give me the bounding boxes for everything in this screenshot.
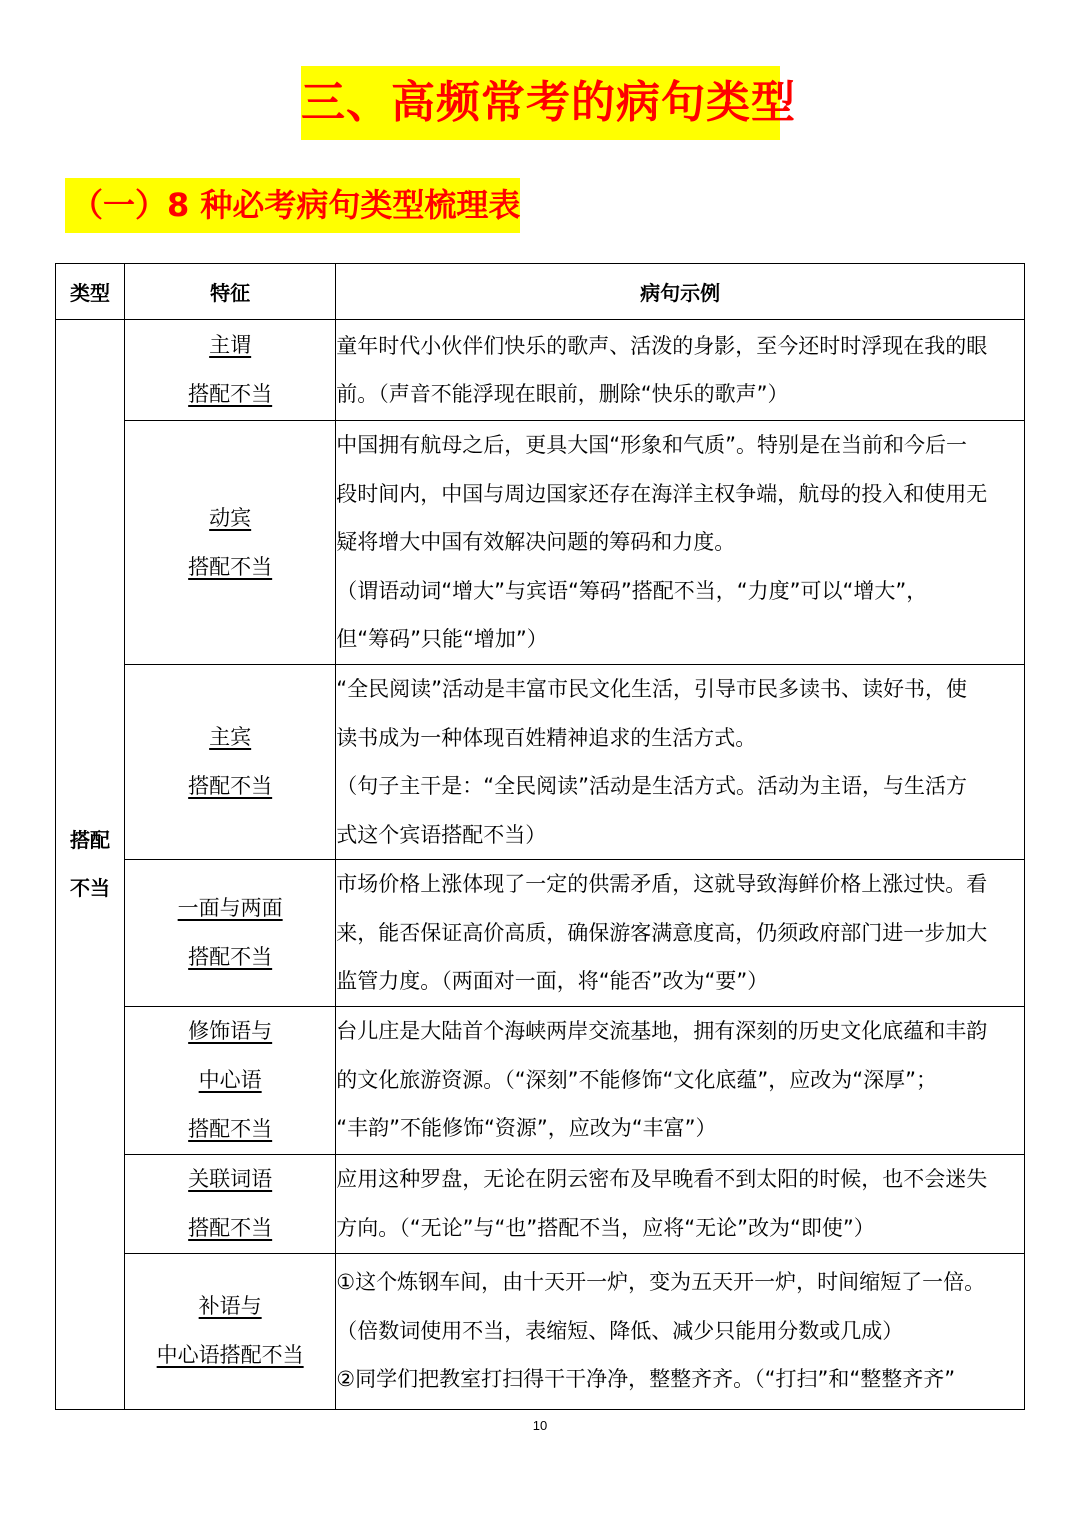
- feature-line: 关联词语: [188, 1166, 273, 1191]
- example-line: 前。（声音不能浮现在眼前，删除“快乐的歌声”）: [336, 382, 789, 406]
- example-line: 疑将增大中国有效解决问题的筹码和力度。: [336, 530, 736, 555]
- example-line: 台儿庄是大陆首个海峡两岸交流基地，拥有深刻的历史文化底蕴和丰韵: [336, 1019, 988, 1044]
- example-line: （谓语动词“增大”与宾语“筹码”搭配不当，“力度”可以“增大”，: [336, 578, 928, 603]
- example-cell: [336, 1154, 1025, 1253]
- feature-cell: [125, 1154, 336, 1253]
- error-types-table: [55, 263, 1025, 1410]
- feature-cell: [125, 665, 336, 860]
- feature-line: 主谓: [209, 333, 252, 357]
- table-row: [56, 320, 1025, 421]
- example-line: （句子主干是：“全民阅读”活动是生活方式。活动为主语，与生活方: [336, 774, 968, 798]
- example-cell: [336, 421, 1025, 665]
- example-line: 童年时代小伙伴们快乐的歌声、活泼的身影，至今还时时浮现在我的眼: [336, 333, 988, 358]
- feature-line: 中心语: [198, 1067, 262, 1092]
- feature-line: 动宾: [209, 505, 252, 530]
- example-line: 应用这种罗盘，无论在阴云密布及早晚看不到太阳的时候，也不会迷失: [336, 1167, 988, 1191]
- section-title: （一）8 种必考病句类型梳理表: [65, 178, 520, 233]
- feature-line: 搭配不当: [188, 382, 273, 406]
- category-label-line2: 不当: [70, 876, 111, 901]
- feature-line: 一面与两面: [177, 895, 283, 920]
- category-label-line1: 搭配: [70, 828, 111, 853]
- example-line: （倍数词使用不当，表缩短、降低、减少只能用分数或几成）: [336, 1318, 904, 1343]
- example-line: 式这个宾语搭配不当）: [336, 822, 547, 847]
- feature-line: 搭配不当: [188, 944, 273, 969]
- header-feature: 特征: [125, 264, 336, 320]
- example-cell: [336, 665, 1025, 860]
- table-header-row: [56, 264, 1025, 320]
- feature-line: 搭配不当: [188, 774, 273, 798]
- example-line: 监管力度。（两面对一面，将“能否”改为“要”）: [336, 969, 769, 993]
- page-title: 三、高频常考的病句类型: [301, 66, 780, 140]
- example-line: 但“筹码”只能“增加”）: [336, 627, 548, 652]
- header-example: 病句示例: [336, 264, 1025, 320]
- example-cell: [336, 1006, 1025, 1154]
- feature-cell: [125, 860, 336, 1007]
- example-line: “全民阅读”活动是丰富市民文化生活，引导市民多读书、读好书，使: [336, 677, 968, 701]
- table-row: [56, 665, 1025, 860]
- example-line: ②同学们把教室打扫得干干净净，整整齐齐。（“打扫”和“整整齐齐”: [336, 1367, 956, 1392]
- example-cell: [336, 1253, 1025, 1409]
- feature-line: 中心语搭配不当: [156, 1343, 304, 1367]
- feature-cell: [125, 421, 336, 665]
- example-line: ①这个炼钢车间，由十天开一炉，变为五天开一炉，时间缩短了一倍。: [336, 1270, 986, 1295]
- example-line: 读书成为一种体现百姓精神追求的生活方式。: [336, 725, 757, 750]
- example-line: 来，能否保证高价高质，确保游客满意度高，仍须政府部门进一步加大: [336, 920, 988, 945]
- example-line: 方向。（“无论”与“也”搭配不当，应将“无论”改为“即使”）: [336, 1215, 875, 1240]
- feature-cell: [125, 1006, 336, 1154]
- feature-cell: [125, 320, 336, 421]
- example-line: “丰韵”不能修饰“资源”，应改为“丰富”）: [336, 1116, 717, 1141]
- table-row: [56, 1006, 1025, 1154]
- feature-line: 搭配不当: [188, 554, 273, 579]
- feature-line: 修饰语与: [188, 1018, 273, 1043]
- example-cell: [336, 320, 1025, 421]
- category-cell: [56, 320, 125, 1410]
- feature-line: 补语与: [198, 1294, 262, 1318]
- page-number: 10: [532, 1418, 548, 1433]
- table-row: [56, 1154, 1025, 1253]
- feature-cell: [125, 1253, 336, 1409]
- example-cell: [336, 860, 1025, 1007]
- example-line: 中国拥有航母之后，更具大国“形象和气质”。特别是在当前和今后一: [336, 433, 968, 458]
- header-type: 类型: [56, 264, 125, 320]
- example-line: 的文化旅游资源。（“深刻”不能修饰“文化底蕴”，应改为“深厚”；: [336, 1067, 938, 1092]
- feature-line: 搭配不当: [188, 1215, 273, 1240]
- table-row: [56, 421, 1025, 665]
- example-line: 段时间内，中国与周边国家还存在海洋主权争端，航母的投入和使用无: [336, 481, 988, 506]
- example-line: 市场价格上涨体现了一定的供需矛盾，这就导致海鲜价格上涨过快。看: [336, 872, 988, 896]
- feature-line: 搭配不当: [188, 1116, 273, 1141]
- table-row: [56, 860, 1025, 1007]
- feature-line: 主宾: [209, 725, 252, 749]
- table-row: [56, 1253, 1025, 1409]
